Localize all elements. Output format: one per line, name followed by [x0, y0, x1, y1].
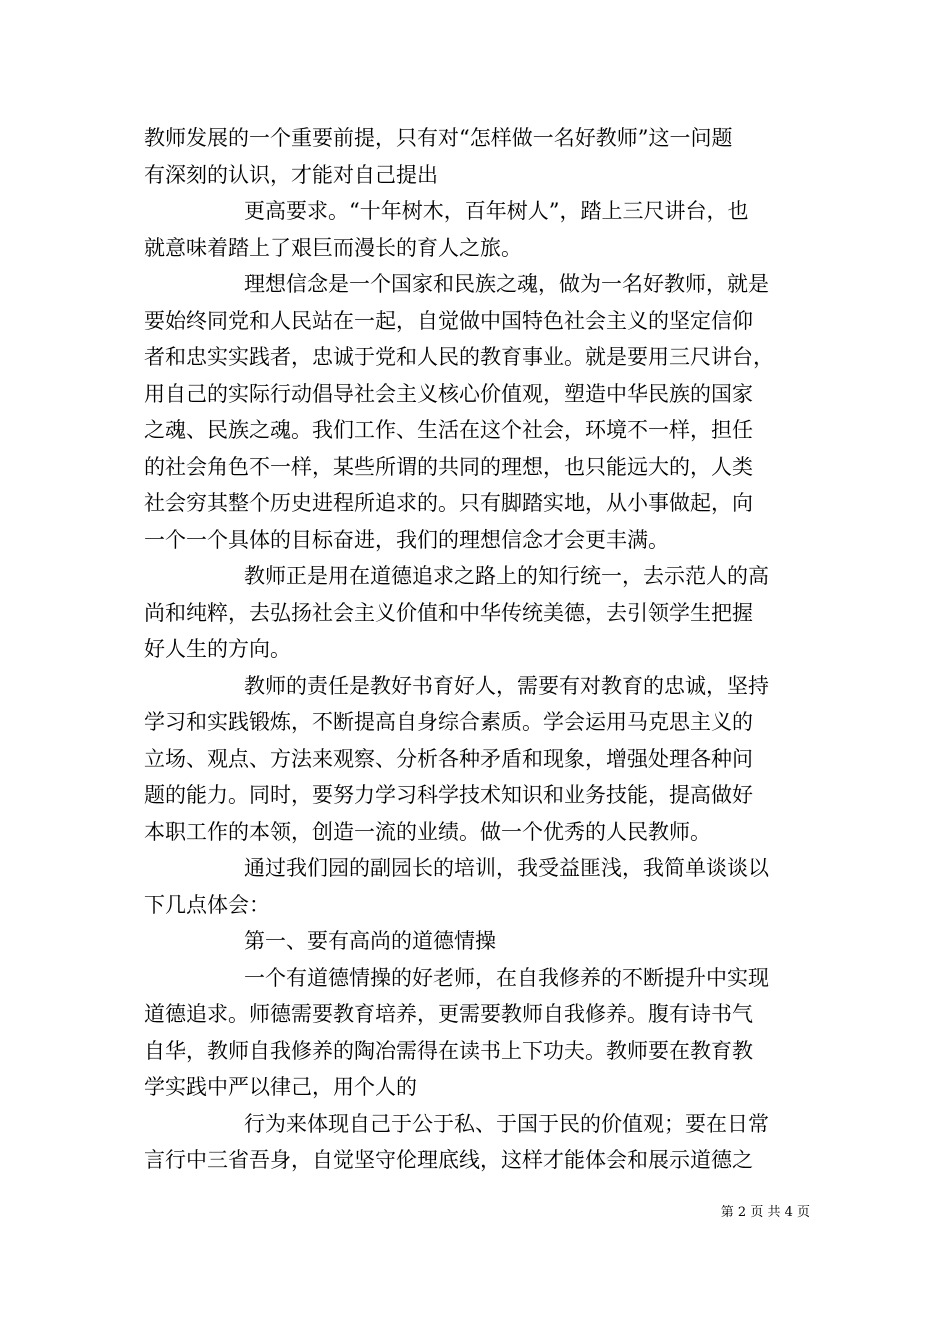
text-line: 更高要求。“十年树木，百年树人”，踏上三尺讲台，也	[244, 199, 749, 223]
text-line: 本职工作的本领，创造一流的业绩。做一个优秀的人民教师。	[144, 819, 711, 844]
text-line: 一个有道德情操的好老师，在自我修养的不断提升中实现	[244, 965, 769, 990]
text-line: 学实践中严以律己，用个人的	[144, 1075, 417, 1099]
text-line: 有深刻的认识，才能对自己提出	[144, 162, 438, 187]
text-line: 之魂、民族之魂。我们工作、生活在这个社会，环境不一样，担任	[144, 418, 753, 442]
text-line: 一个一个具体的目标奋进，我们的理想信念才会更丰满。	[144, 527, 669, 552]
text-line: 行为来体现自己于公于私、于国于民的价值观；要在日常	[244, 1111, 769, 1136]
text-line: 用自己的实际行动倡导社会主义核心价值观，塑造中华民族的国家	[144, 381, 753, 406]
text-line: 者和忠实实践者，忠诚于党和人民的教育事业。就是要用三尺讲台，	[144, 345, 774, 369]
body-text	[144, 120, 810, 1179]
text-line: 教师的责任是教好书育好人，需要有对教育的忠诚，坚持	[244, 673, 769, 698]
text-line: 自华，教师自我修养的陶冶需得在读书上下功夫。教师要在教育教	[144, 1038, 753, 1063]
text-line: 教师发展的一个重要前提，只有对“怎样做一名好教师”这一问题	[144, 126, 733, 150]
text-line: 学习和实践锻炼，不断提高自身综合素质。学会运用马克思主义的	[144, 710, 753, 734]
text-line: 言行中三省吾身，自觉坚守伦理底线，这样才能体会和展示道德之	[144, 1148, 753, 1172]
text-line: 通过我们园的副园长的培训，我受益匪浅，我简单谈谈以	[244, 856, 769, 880]
text-line: 就意味着踏上了艰巨而漫长的育人之旅。	[144, 235, 522, 260]
page-number: 第 2 页 共 4 页	[720, 1205, 810, 1220]
text-line: 立场、观点、方法来观察、分析各种矛盾和现象，增强处理各种问	[144, 746, 753, 771]
text-line: 的社会角色不一样，某些所谓的共同的理想，也只能远大的，人类	[144, 454, 753, 479]
text-line: 要始终同党和人民站在一起，自觉做中国特色社会主义的坚定信仰	[144, 308, 753, 333]
text-line: 社会穷其整个历史进程所追求的。只有脚踏实地，从小事做起，向	[144, 491, 753, 515]
text-line: 下几点体会：	[144, 892, 270, 917]
text-line: 理想信念是一个国家和民族之魂，做为一名好教师，就是	[244, 272, 769, 296]
section-heading: 第一、要有高尚的道德情操	[244, 929, 496, 953]
text-line: 好人生的方向。	[144, 637, 291, 661]
text-line: 道德追求。师德需要教育培养，更需要教师自我修养。腹有诗书气	[144, 1002, 753, 1026]
text-line: 教师正是用在道德追求之路上的知行统一，去示范人的高	[244, 564, 769, 588]
text-line: 题的能力。同时，要努力学习科学技术知识和业务技能，提高做好	[144, 783, 753, 807]
text-line: 尚和纯粹，去弘扬社会主义价值和中华传统美德，去引领学生把握	[144, 600, 753, 625]
